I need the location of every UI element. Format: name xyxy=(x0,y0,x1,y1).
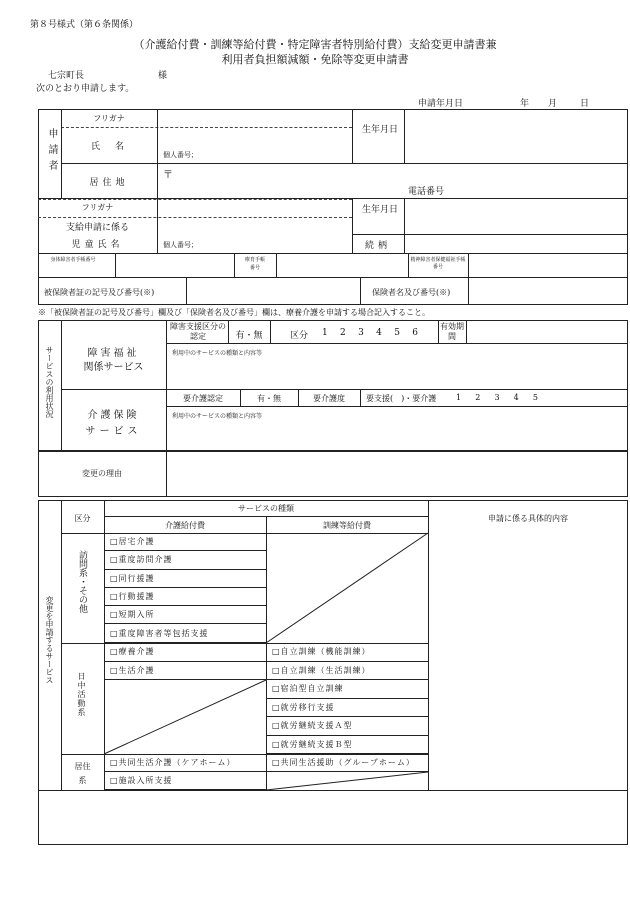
kaigo-hoken-label2: サービス xyxy=(85,426,142,437)
kaigo-kyufu-header: 介護給付費 xyxy=(165,521,205,530)
date-month: 月 xyxy=(548,99,558,109)
intro-text: 次のとおり申請します。 xyxy=(36,84,135,94)
applicant-section-label: 申請者 xyxy=(46,128,57,176)
homon-service-checkbox[interactable]: □行動援護 xyxy=(104,588,266,606)
shogai-in-use-label: 利用中のサービスの種類と内容等 xyxy=(172,350,263,357)
nitchu-category-label: 日中活動系 xyxy=(77,672,86,717)
date-year: 年 xyxy=(520,99,530,109)
yokaigo-numbers xyxy=(456,393,538,402)
homon-service-checkbox[interactable]: □短期入所 xyxy=(104,606,266,624)
yokaigo-number: 5 xyxy=(532,393,538,402)
nitchu-kaigo-checkbox[interactable]: □療養介護 xyxy=(104,643,266,662)
phone-label: 電話番号 xyxy=(408,187,445,197)
postal-mark: 〒 xyxy=(163,170,173,181)
child-name-label: 児童氏名 xyxy=(71,240,124,250)
yokaigo-number: 2 xyxy=(475,393,481,402)
yokaigo-ari-nashi: 有・無 xyxy=(257,394,281,403)
child-relation-label: 続柄 xyxy=(364,241,391,251)
kubun-number: 3 xyxy=(358,328,364,338)
nitchu-kunren-checkbox[interactable]: □就労移行支援 xyxy=(266,699,428,718)
form-title-line2: 利用者負担額減額・免除等変更申請書 xyxy=(221,53,409,66)
nitchu-kunren-checkbox[interactable]: □宿泊型自立訓練 xyxy=(266,680,428,699)
change-service-section-label: 変更を申請するサービス xyxy=(45,596,54,684)
form-number: 第８号様式（第６条関係） xyxy=(30,20,139,30)
shien-kubun-ari-nashi: 有・無 xyxy=(235,331,263,341)
applicant-birth-label: 生年月日 xyxy=(361,125,398,135)
date-day: 日 xyxy=(580,99,590,109)
kunren-kyufu-header: 訓練等給付費 xyxy=(323,521,371,530)
hihokensha-label: 被保険者証の記号及び番号(※) xyxy=(44,288,155,297)
hokensha-label: 保険者名及び番号(※) xyxy=(372,288,451,297)
kubun-label: 区分 xyxy=(290,331,309,341)
homon-service-checkbox[interactable]: □居宅介護 xyxy=(104,533,266,551)
shogai-fukushi-label2: 関係サービス xyxy=(83,362,144,373)
nitchu-kunren-checkbox[interactable]: □自立訓練（生活訓練） xyxy=(266,662,428,681)
shien-kubun-nintei-label: 障害支援区分の認定 xyxy=(170,322,226,341)
yokaigo-number: 4 xyxy=(513,393,519,402)
application-date-label: 申請年月日 xyxy=(418,99,464,109)
kyoju-kaigo-checkbox[interactable]: □施設入所支援 xyxy=(104,772,266,790)
kubun-number: 4 xyxy=(376,328,382,338)
child-birth-label: 生年月日 xyxy=(361,205,398,215)
homon-service-checkbox[interactable]: □同行援護 xyxy=(104,570,266,588)
yuko-kikan-label: 有効期間 xyxy=(440,322,464,341)
child-furigana-label: フリガナ xyxy=(81,203,114,212)
service-status-section-label: サービスの利用状況 xyxy=(45,346,54,418)
service-type-header: サービスの種類 xyxy=(238,504,294,513)
insurance-note: ※「被保険者証の記号及び番号」欄及び「保険者名及び番号」欄は、療養介護を申請する場合記入すること。 xyxy=(38,308,430,317)
kubun-numbers xyxy=(322,328,418,338)
shintai-techo-label: 身体障害者手帳番号 xyxy=(50,257,96,263)
kubun-number: 5 xyxy=(394,328,400,338)
kyoju-category-label xyxy=(61,760,104,788)
ryoiku-techo-label1: 療育手帳 xyxy=(244,257,265,263)
change-reason-label: 変更の理由 xyxy=(82,469,122,478)
homon-category-label: 訪問系・その他 xyxy=(77,550,87,613)
kyoju-kunren-diagonal xyxy=(266,772,428,790)
kaigo-hoken-label1: 介護保険 xyxy=(87,410,140,421)
yokaigo-number: 1 xyxy=(456,393,462,402)
child-label-line1: 支給申請に係る xyxy=(65,223,129,233)
addressee: 七宗町長 xyxy=(48,71,85,81)
kubun-number: 2 xyxy=(340,328,346,338)
nitchu-kunren-checkbox[interactable]: □就労継続支援Ｂ型 xyxy=(266,736,428,755)
nitchu-kaigo-diagonal xyxy=(104,680,266,754)
kyoju-category-text: 居住系 xyxy=(74,762,91,785)
nitchu-kunren-checkbox[interactable]: □就労継続支援Ａ型 xyxy=(266,717,428,736)
kyoju-kaigo-checkbox[interactable]: □共同生活介護（ケアホーム） xyxy=(104,754,266,772)
kubun-number: 1 xyxy=(322,328,328,338)
yokaigodo-label: 要介護度 xyxy=(313,394,345,403)
ryoiku-techo-label2: 番号 xyxy=(249,265,260,271)
kaigo-in-use-label: 利用中のサービスの種類と内容等 xyxy=(172,413,263,420)
seishin-techo-label: 精神障害者保健福祉手帳番号 xyxy=(410,257,466,270)
homon-service-checkbox[interactable]: □重度障害者等包括支援 xyxy=(104,625,266,643)
homon-kunren-diagonal xyxy=(266,533,428,643)
addressee-honorific: 様 xyxy=(158,71,168,81)
homon-service-checkbox[interactable]: □重度訪問介護 xyxy=(104,551,266,569)
child-kojin-number-label: 個人番号； xyxy=(163,241,198,249)
applicant-name-label: 氏 名 xyxy=(90,142,127,152)
applicant-kojin-number-label: 個人番号； xyxy=(163,151,198,159)
applicant-address-label: 居住地 xyxy=(89,178,129,188)
change-kubun-header: 区分 xyxy=(74,514,91,523)
yokaigo-nintei-label: 要介護認定 xyxy=(183,394,223,403)
kubun-number: 6 xyxy=(412,328,418,338)
detail-header: 申請に係る具体的内容 xyxy=(488,514,568,523)
form-title-line1: （介護給付費・訓練等給付費・特定障害者特別給付費）支給変更申請書兼 xyxy=(133,38,497,51)
shogai-fukushi-label1: 障害福祉 xyxy=(87,348,140,359)
kyoju-kunren-checkbox[interactable]: □共同生活援助（グループホーム） xyxy=(266,754,428,772)
nitchu-kaigo-checkbox[interactable]: □生活介護 xyxy=(104,662,266,681)
yokaigo-number: 3 xyxy=(494,393,500,402)
nitchu-kunren-checkbox[interactable]: □自立訓練（機能訓練） xyxy=(266,643,428,662)
applicant-furigana-label: フリガナ xyxy=(93,114,125,123)
yoshien-yokaigo-label: 要支援( )・要介護 xyxy=(366,394,437,403)
